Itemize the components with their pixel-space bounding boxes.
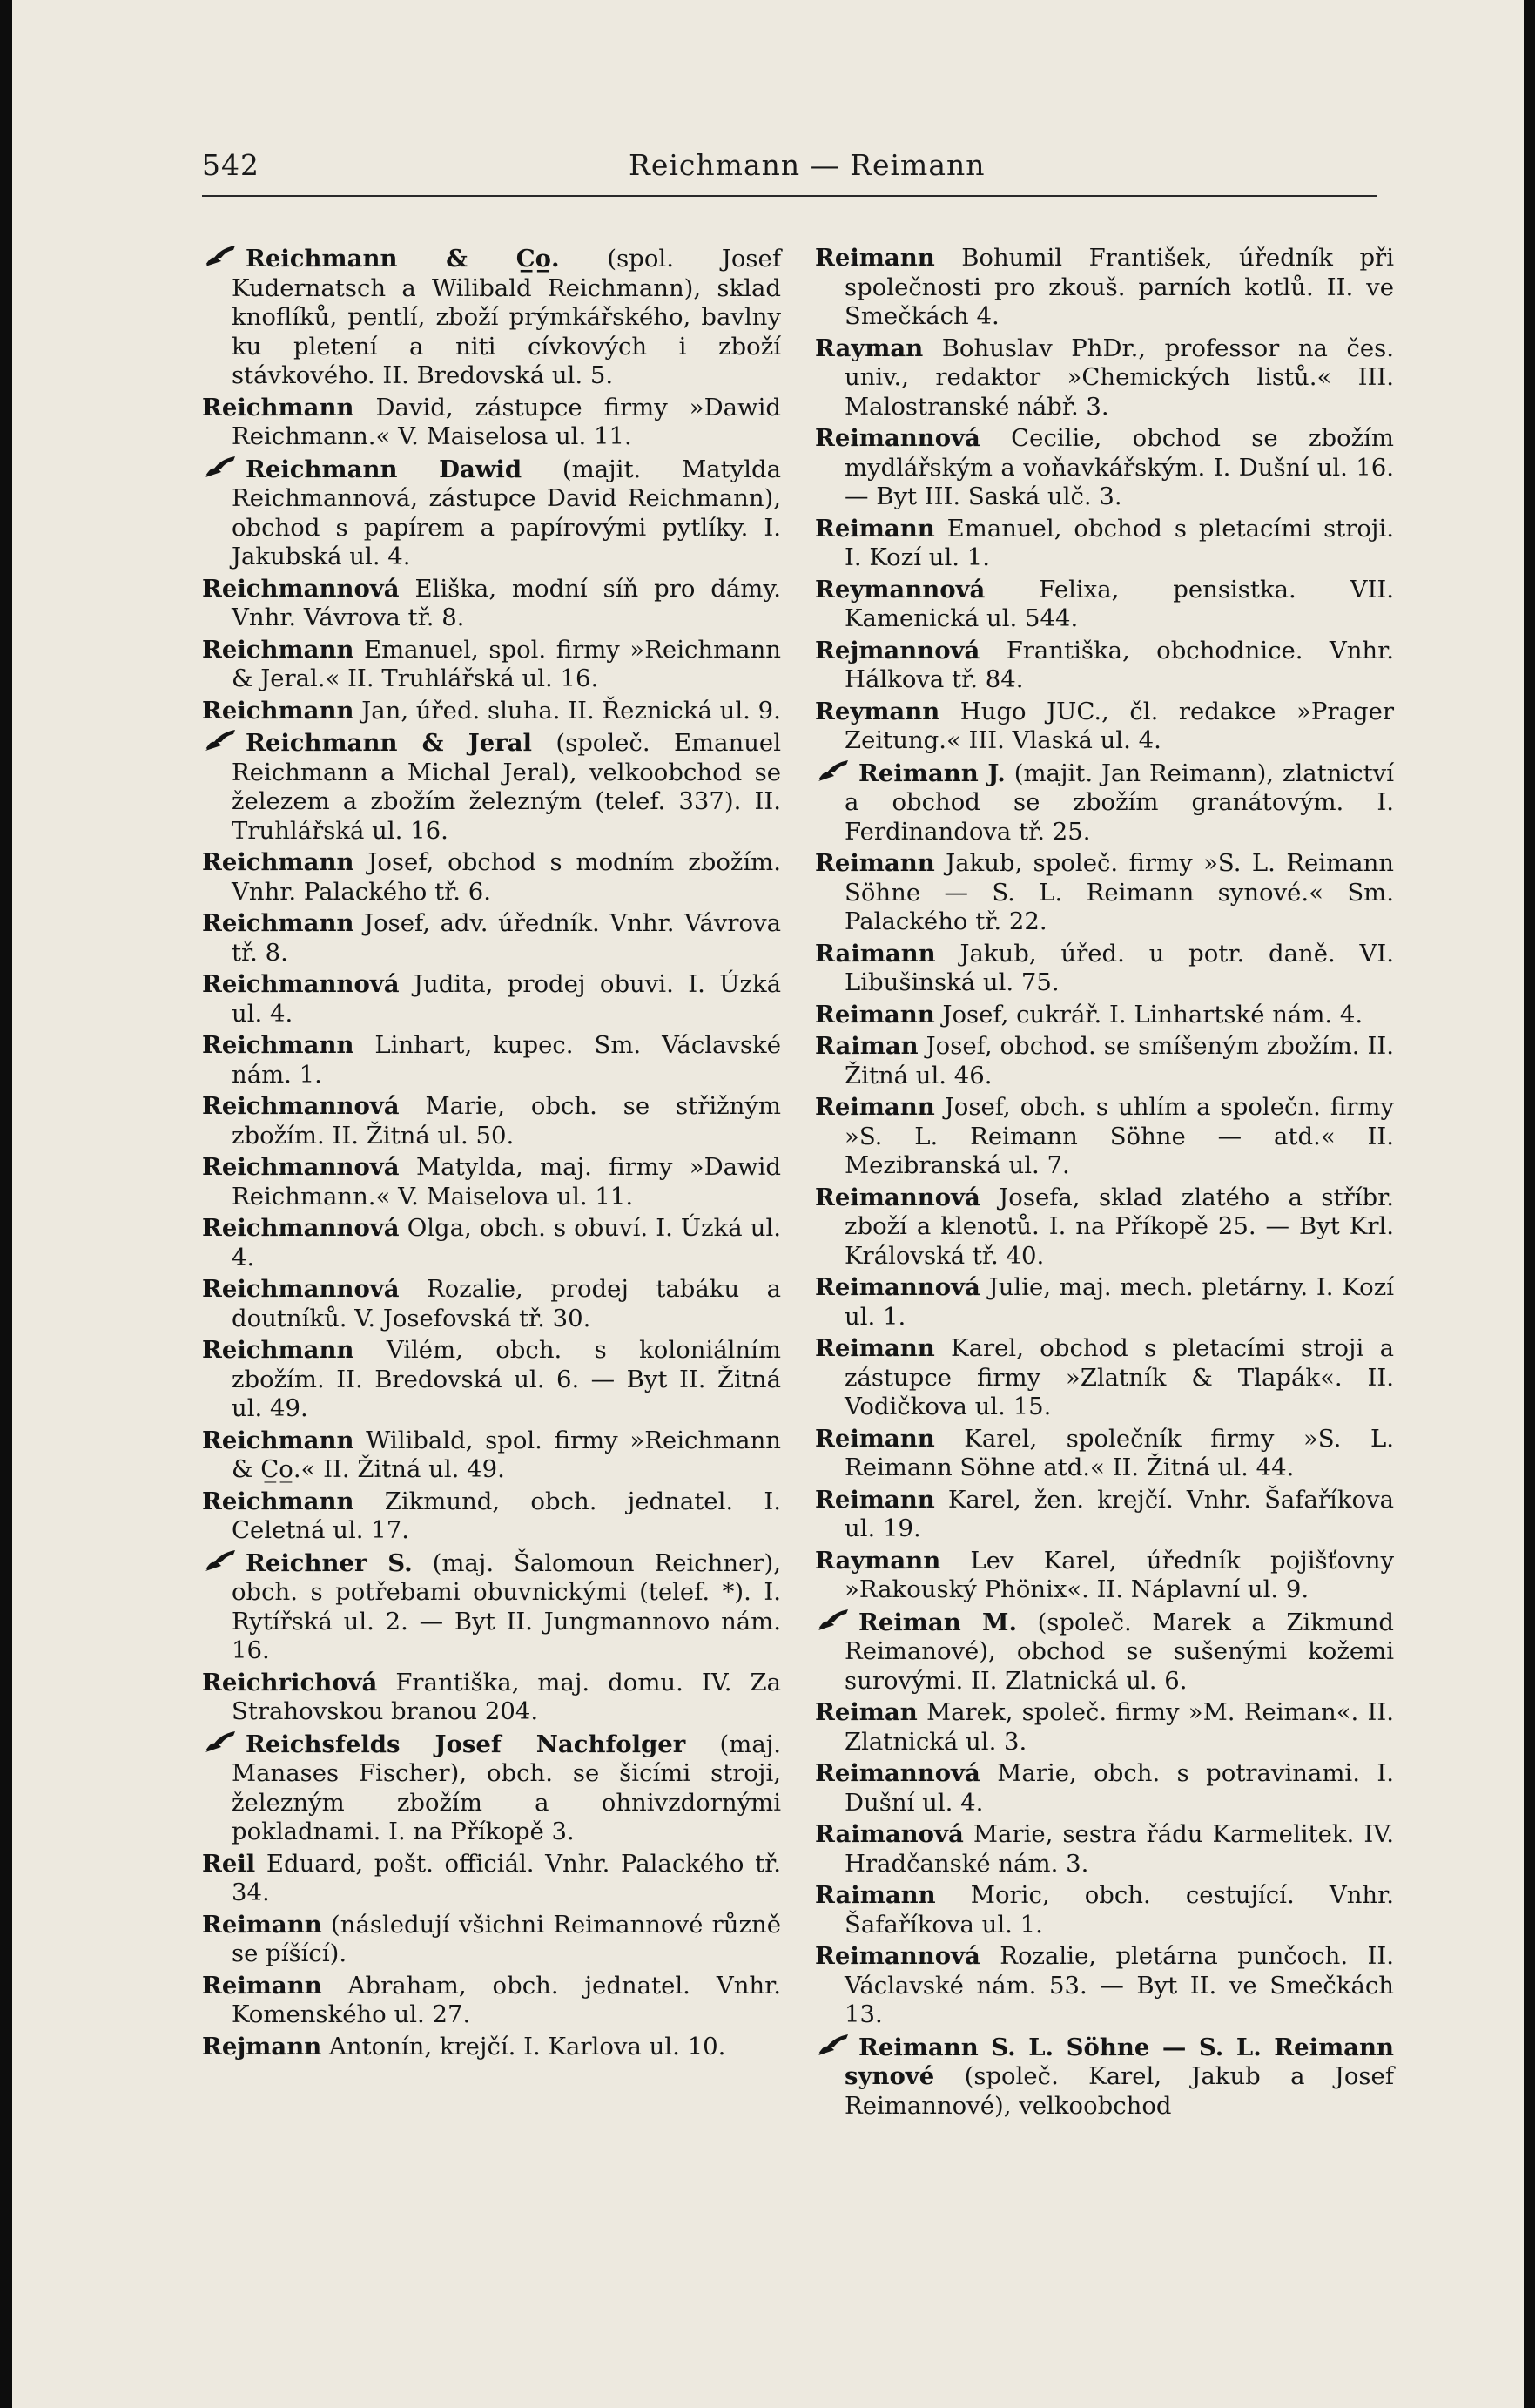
entry-details: Olga, obch. s obuví. I. Úzká ul. 4. (232, 1214, 781, 1271)
entry-name: Reichmann (202, 1336, 354, 1364)
entry-details: (spol. Josef Kudernatsch a Wilibald Reichmann), sklad knoflíků, pentlí, zboží prýmkářského, bavlny ku pletení a niti cívkových i zboží stávkového. II. Bredovská ul. 5. (232, 245, 781, 389)
directory-entry (815, 940, 1394, 998)
entry-details: David, zástupce firmy »Dawid Reichmann.« V. Maiselosa ul. 11. (232, 393, 781, 450)
entry-name: Raymann (815, 1546, 941, 1575)
entry-details: Julie, maj. mech. pletárny. I. Kozí ul. 1. (845, 1273, 1394, 1331)
entry-details: (společ. Karel, Jakub a Josef Reimannové), velkoobchod (845, 2062, 1394, 2120)
directory-entry (202, 1092, 781, 1150)
directory-entry (202, 728, 781, 846)
entry-name: Reichmann (202, 635, 354, 664)
entry-details: Františka, obchodnice. Vnhr. Hálkova tř. 84. (845, 636, 1394, 693)
entry-name: Reichmann Dawid (246, 455, 522, 483)
pointing-hand-icon (202, 1548, 239, 1575)
directory-entry (202, 1911, 781, 1969)
entry-name: Reimannová (815, 424, 980, 452)
entry-details: (následují všichni Reimannové různě se píšící). (232, 1910, 781, 1967)
directory-entry (202, 697, 781, 726)
directory-entry (202, 1336, 781, 1424)
directory-entry (202, 1730, 781, 1847)
entry-name: Raimann (815, 1881, 936, 1909)
directory-entry (815, 1486, 1394, 1544)
entry-name: Raimanová (815, 1820, 964, 1848)
right-column (815, 244, 1394, 2123)
entry-details: Judita, prodej obuvi. I. Úzká ul. 4. (232, 970, 781, 1028)
entry-name: Reichmann & C̲o̲. (246, 245, 560, 273)
directory-entry (815, 1093, 1394, 1181)
entry-details: Cecilie, obchod se zbožím mydlářským a voňavkářským. I. Dušní ul. 16. — Byt III. Saská ulč. 3. (845, 424, 1394, 510)
directory-entry (815, 759, 1394, 847)
directory-entry (815, 1698, 1394, 1757)
entry-name: Reichsfelds Josef Nachfolger (246, 1730, 686, 1758)
entry-name: Reimannová (815, 1273, 980, 1301)
directory-entry (202, 575, 781, 633)
directory-entry (202, 1972, 781, 2030)
pointing-hand-icon (202, 455, 239, 481)
entry-details: Karel, společník firmy »S. L. Reimann Söhne atd.« II. Žitná ul. 44. (845, 1424, 1394, 1481)
directory-entry (815, 515, 1394, 573)
entry-name: Reimann (815, 1093, 935, 1121)
entry-details: Josef, obchod. se smíšeným zbožím. II. Žitná ul. 46. (845, 1032, 1394, 1089)
entry-details: Josef, cukrář. I. Linhartské nám. 4. (934, 1000, 1363, 1029)
entry-details: Marek, společ. firmy »M. Reiman«. II. Zlatnická ul. 3. (845, 1698, 1394, 1756)
entry-name: Reichmannová (202, 574, 400, 603)
entry-details: Marie, obch. se střižným zbožím. II. Žitná ul. 50. (232, 1092, 781, 1150)
entry-details: Bohuslav PhDr., professor na čes. univ., redaktor »Chemických listů.« III. Malostranské nábř. 3. (845, 334, 1394, 421)
entry-name: Reimannová (815, 1759, 980, 1787)
entry-details: Eduard, pošt. officiál. Vnhr. Palackého tř. 34. (232, 1849, 781, 1906)
directory-entry (202, 244, 781, 391)
entry-details: Josef, obchod s modním zbožím. Vnhr. Palackého tř. 6. (232, 848, 781, 906)
entry-details: Josefa, sklad zlatého a stříbr. zboží a klenotů. I. na Příkopě 25. — Byt Krl. Královská tř. 40. (845, 1183, 1394, 1270)
directory-entry (815, 1547, 1394, 1605)
directory-entry (815, 1334, 1394, 1422)
entry-details: Zikmund, obch. jednatel. I. Celetná ul. 17. (232, 1487, 781, 1544)
entry-details: Bohumil František, úředník při společnosti pro zkouš. parních kotlů. II. ve Smečkách 4. (845, 244, 1394, 330)
entry-name: Reichner S. (246, 1548, 413, 1577)
entry-name: Reimann (815, 1000, 935, 1029)
entry-name: Reymann (815, 697, 940, 725)
directory-entry (815, 637, 1394, 695)
entry-details: Emanuel, obchod s pletacími stroji. I. Kozí ul. 1. (845, 514, 1394, 571)
entry-name: Reimann (815, 1485, 935, 1514)
directory-entry (202, 909, 781, 968)
entry-details: (společ. Emanuel Reichmann a Michal Jeral), velkoobchod se železem a zbožím železným (telef. 337). II. Truhlářská ul. 16. (232, 729, 781, 845)
entry-name: Reichmannová (202, 1153, 400, 1181)
directory-entry (815, 1942, 1394, 2030)
entry-name: Reichmann (202, 393, 354, 422)
entry-name: Reichmann & Jeral (246, 729, 532, 757)
entry-name: Reimann (815, 514, 935, 543)
directory-entry (202, 1669, 781, 1727)
entry-details: Hugo JUC., čl. redakce »Prager Zeitung.« III. Vlaská ul. 4. (845, 697, 1394, 754)
directory-entry (815, 576, 1394, 634)
entry-name: Raimann (815, 939, 936, 968)
entry-name: Reichmannová (202, 970, 400, 998)
directory-entry (815, 334, 1394, 422)
entry-name: Reymannová (815, 575, 986, 604)
entry-details: Josef, obch. s uhlím a společn. firmy »S. L. Reimann Söhne — atd.« II. Mezibranská ul. 7. (845, 1093, 1394, 1179)
entry-name: Reimann (815, 1424, 935, 1453)
entry-name: Reichmann (202, 848, 354, 876)
entry-details: (maj. Manases Fischer), obch. se šicími stroji, železným zbožím a ohnivzdornými pokladnami. I. na Příkopě 3. (232, 1730, 781, 1845)
directory-entry (202, 1427, 781, 1485)
page-header (202, 148, 1377, 193)
entry-details: Rozalie, prodej tabáku a doutníků. V. Josefovská tř. 30. (232, 1275, 781, 1332)
entry-details: Antonín, krejčí. I. Karlova ul. 10. (321, 2032, 726, 2061)
directory-entry (202, 455, 781, 572)
header-rule (202, 195, 1377, 197)
entry-details: Josef, adv. úředník. Vnhr. Vávrova tř. 8. (232, 909, 781, 967)
entry-details: (maj. Šalomoun Reichner), obch. s potřebami obuvnickými (telef. *). I. Rytířská ul. 2. — Byt II. Jungmannovo nám. 16. (232, 1548, 781, 1664)
directory-entry (202, 848, 781, 907)
directory-entry (815, 1184, 1394, 1271)
directory-entry (815, 1881, 1394, 1939)
entry-details: Jakub, úřed. u potr. daně. VI. Libušinská ul. 75. (845, 939, 1394, 996)
directory-entry (202, 1031, 781, 1089)
entry-details: Abraham, obch. jednatel. Vnhr. Komenského ul. 27. (232, 1971, 781, 2028)
left-column (202, 244, 781, 2064)
pointing-hand-icon (202, 1730, 239, 1756)
entry-details: Wilibald, spol. firmy »Reichmann & C̲o̲.« II. Žitná ul. 49. (232, 1426, 781, 1483)
pointing-hand-icon (202, 244, 239, 270)
entry-name: Reichmann (202, 1031, 354, 1059)
entry-name: Reimann (815, 1334, 935, 1362)
entry-name: Reichmannová (202, 1275, 400, 1303)
directory-entry (202, 394, 781, 452)
entry-details: Jakub, společ. firmy »S. L. Reimann Söhne — S. L. Reimann synové.« Sm. Palackého tř. 22. (845, 849, 1394, 935)
pointing-hand-icon (815, 1608, 852, 1634)
entry-details: Felixa, pensistka. VII. Kamenická ul. 544. (845, 575, 1394, 632)
entry-name: Reimann (202, 1971, 322, 2000)
entry-name: Reimann (202, 1910, 322, 1939)
entry-name: Reichmann (202, 1426, 354, 1454)
directory-entry (815, 1001, 1394, 1030)
entry-details: Moric, obch. cestující. Vnhr. Šafaříkova ul. 1. (845, 1881, 1394, 1939)
directory-entry (202, 1548, 781, 1666)
entry-details: Františka, maj. domu. IV. Za Strahovskou branou 204. (232, 1668, 781, 1725)
entry-details: Jan, úřed. sluha. II. Řeznická ul. 9. (353, 696, 781, 725)
entry-name: Reimann (815, 244, 935, 272)
directory-entry (202, 1153, 781, 1211)
entry-name: Reimann J. (858, 759, 1006, 787)
directory-entry (815, 1425, 1394, 1483)
entry-name: Reil (202, 1849, 256, 1878)
entry-name: Rayman (815, 334, 924, 362)
entry-details: Linhart, kupec. Sm. Václavské nám. 1. (232, 1031, 781, 1089)
entry-name: Reimann S. L. Söhne — S. L. Reimann synové (845, 2033, 1394, 2090)
page-number: 542 (202, 148, 259, 182)
entry-details: (majit. Jan Reimann), zlatnictví a obchod se zbožím granátovým. I. Ferdinandova tř. 25. (845, 759, 1394, 846)
entry-name: Raiman (815, 1032, 919, 1060)
directory-entry (815, 698, 1394, 756)
directory-entry (202, 1214, 781, 1272)
pointing-hand-icon (815, 759, 852, 785)
entry-name: Reichmannová (202, 1092, 400, 1120)
directory-entry (815, 1273, 1394, 1332)
directory-entry (202, 1487, 781, 1546)
directory-entry (202, 1850, 781, 1908)
entry-details: Eliška, modní síň pro dámy. Vnhr. Vávrova tř. 8. (232, 574, 781, 631)
directory-entry (815, 1759, 1394, 1818)
entry-details: Marie, sestra řádu Karmelitek. IV. Hradčanské nám. 3. (845, 1820, 1394, 1878)
directory-entry (202, 970, 781, 1029)
directory-entry (815, 2033, 1394, 2121)
entry-details: Matylda, maj. firmy »Dawid Reichmann.« V. Maiselova ul. 11. (232, 1153, 781, 1211)
entry-details: Emanuel, spol. firmy »Reichmann & Jeral.« II. Truhlářská ul. 16. (232, 635, 781, 692)
directory-entry (815, 849, 1394, 937)
running-head: Reichmann — Reimann (629, 148, 986, 182)
entry-details: (majit. Matylda Reichmannová, zástupce David Reichmann), obchod s papírem a papírovými pytlíky. I. Jakubská ul. 4. (232, 455, 781, 570)
entry-name: Reimannová (815, 1942, 980, 1970)
entry-details: Karel, žen. krejčí. Vnhr. Šafaříkova ul. 19. (845, 1485, 1394, 1542)
entry-details: (společ. Marek a Zikmund Reimanové), obchod se sušenými kožemi surovými. II. Zlatnická ul. 6. (845, 1608, 1394, 1695)
entry-name: Rejmannová (815, 636, 980, 664)
entry-name: Reiman M. (858, 1608, 1018, 1636)
directory-entry (202, 2033, 781, 2062)
pointing-hand-icon (202, 728, 239, 754)
directory-entry (815, 424, 1394, 512)
entry-name: Reichmannová (202, 1214, 400, 1242)
entry-name: Reichrichová (202, 1668, 378, 1696)
entry-name: Reimann (815, 849, 935, 877)
entry-name: Reichmann (202, 909, 354, 937)
entry-details: Karel, obchod s pletacími stroji a zástupce firmy »Zlatník & Tlapák«. II. Vodičkova ul. 15. (845, 1334, 1394, 1420)
directory-entry (815, 1608, 1394, 1696)
entry-name: Rejmann (202, 2032, 322, 2061)
entry-details: Marie, obch. s potravinami. I. Dušní ul. 4. (845, 1759, 1394, 1817)
entry-name: Reichmann (202, 696, 354, 725)
entry-details: Vilém, obch. s koloniálním zbožím. II. Bredovská ul. 6. — Byt II. Žitná ul. 49. (232, 1336, 781, 1422)
entry-details: Rozalie, pletárna punčoch. II. Václavské nám. 53. — Byt II. ve Smečkách 13. (845, 1942, 1394, 2028)
directory-entry (815, 1032, 1394, 1090)
entry-details: Lev Karel, úředník pojišťovny »Rakouský Phönix«. II. Náplavní ul. 9. (845, 1546, 1394, 1603)
directory-entry (815, 1820, 1394, 1879)
directory-entry (202, 636, 781, 694)
directory-entry (815, 244, 1394, 332)
pointing-hand-icon (815, 2033, 852, 2059)
directory-entry (202, 1275, 781, 1333)
entry-name: Reimannová (815, 1183, 980, 1211)
entry-name: Reiman (815, 1698, 918, 1726)
directory-page (12, 0, 1524, 2408)
entry-name: Reichmann (202, 1487, 354, 1515)
